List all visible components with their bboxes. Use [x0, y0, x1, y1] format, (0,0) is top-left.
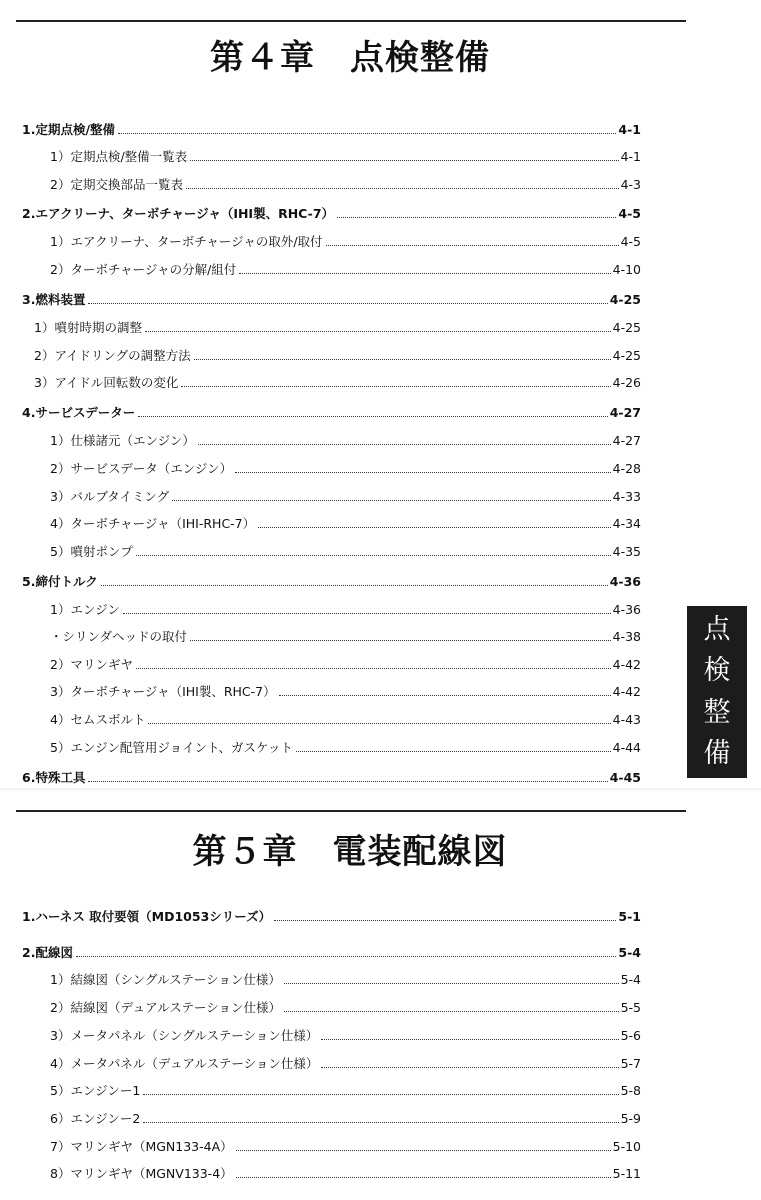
toc-page-number: 4-25 [612, 348, 641, 363]
toc-page-number: 4-34 [612, 516, 641, 531]
toc-page-number: 4-25 [609, 292, 641, 307]
toc-page-number: 4-1 [618, 122, 641, 137]
toc-page-number: 4-33 [612, 489, 641, 504]
toc-page-number: 5-10 [612, 1139, 641, 1154]
toc-section-entry [22, 944, 641, 962]
toc-subsection-entry [50, 971, 641, 989]
toc-entry-label: 2）アイドリングの調整方法 [34, 348, 191, 363]
toc-subsection-entry [50, 1027, 641, 1045]
toc-page-number: 4-26 [612, 375, 641, 390]
toc-subsection-entry [50, 999, 641, 1017]
toc-dot-leader [274, 920, 616, 921]
toc-page-number: 4-44 [612, 740, 641, 755]
toc-entry-label: 6）エンジンー2 [50, 1111, 141, 1126]
toc-dot-leader [236, 1177, 611, 1178]
toc-entry-label: 2）サービスデータ（エンジン） [50, 461, 233, 476]
chapter5-title: 第５章 電装配線図 [192, 832, 508, 872]
toc-page-number: 4-45 [609, 770, 641, 785]
toc-page-number: 5-9 [620, 1111, 641, 1126]
toc-subsection-entry [50, 1110, 641, 1128]
toc-entry-label: 3）ターボチャージャ（IHI製、RHC-7） [50, 684, 276, 699]
toc-entry-label: 1）定期点検/整備一覧表 [50, 149, 188, 164]
toc-entry-label: 1.定期点検/整備 [22, 122, 116, 137]
side-tab-char: 備 [703, 737, 731, 769]
toc-entry-label: 4）メータパネル（デュアルステーション仕様） [50, 1056, 319, 1071]
toc-dot-leader [143, 1094, 618, 1095]
toc-page-number: 4-36 [612, 602, 641, 617]
toc-entry-label: 2）定期交換部品一覧表 [50, 177, 183, 192]
toc-page-number: 5-4 [618, 945, 641, 960]
toc-page-number: 4-1 [620, 149, 641, 164]
toc-page-number: 4-5 [620, 234, 641, 249]
chapter4-title: 第４章 点検整備 [210, 38, 490, 78]
side-tab-char: 点 [703, 614, 731, 646]
toc-entry-label: 5.締付トルク [22, 574, 98, 589]
toc-entry-label: 1）結線図（シングルステーション仕様） [50, 972, 281, 987]
toc-entry-label: 1）エンジン [50, 602, 120, 617]
toc-page-number: 4-42 [612, 684, 641, 699]
toc-entry-label: ・シリンダヘッドの取付 [50, 629, 188, 644]
toc-dot-leader [143, 1122, 618, 1123]
toc-page-number: 4-3 [620, 177, 641, 192]
toc-entry-label: 2.配線図 [22, 945, 73, 960]
toc-page-number: 5-1 [618, 909, 641, 924]
toc-entry-label: 5）エンジン配管用ジョイント、ガスケット [50, 740, 293, 755]
toc-entry-label: 3）バルブタイミング [50, 489, 170, 504]
toc-section-entry [22, 908, 641, 926]
toc-entry-label: 5）噴射ポンプ [50, 544, 133, 559]
toc-entry-label: 4）セムスボルト [50, 712, 146, 727]
side-tab-char: 整 [703, 696, 731, 728]
toc-dot-leader [284, 1011, 619, 1012]
toc-dot-leader [284, 983, 619, 984]
toc-entry-label: 1.ハーネス 取付要領（MD1053シリーズ） [22, 909, 272, 924]
toc-subsection-entry [50, 1055, 641, 1073]
toc-page-number: 4-28 [612, 461, 641, 476]
toc-page-number: 5-6 [620, 1028, 641, 1043]
toc-subsection-entry [50, 1165, 641, 1183]
toc-page-number: 4-5 [618, 206, 641, 221]
toc-entry-label: 2）結線図（デュアルステーション仕様） [50, 1000, 281, 1015]
toc-entry-label: 2）マリンギヤ [50, 657, 133, 672]
toc-page-number: 4-42 [612, 657, 641, 672]
toc-entry-label: 8）マリンギヤ（MGNV133-4） [50, 1166, 233, 1181]
toc-page-number: 4-25 [612, 320, 641, 335]
toc-dot-leader [76, 956, 616, 957]
toc-page-number: 4-35 [612, 544, 641, 559]
toc-page-number: 5-8 [620, 1083, 641, 1098]
toc-entry-label: 2.エアクリーナ、ターボチャージャ（IHI製、RHC-7） [22, 206, 335, 221]
toc-page-number: 4-27 [612, 433, 641, 448]
toc-entry-label: 3.燃料装置 [22, 292, 86, 307]
toc-entry-label: 6.特殊工具 [22, 770, 86, 785]
toc-page-number: 4-36 [609, 574, 641, 589]
toc-entry-label: 7）マリンギヤ（MGN133-4A） [50, 1139, 233, 1154]
toc-dot-leader [321, 1067, 618, 1068]
toc-entry-label: 3）アイドル回転数の変化 [34, 375, 179, 390]
toc-subsection-entry [50, 1138, 641, 1156]
toc-page-number: 4-27 [609, 405, 641, 420]
toc-entry-label: 1）エアクリーナ、ターボチャージャの取外/取付 [50, 234, 323, 249]
toc-subsection-entry [50, 1082, 641, 1100]
toc-page-number: 4-38 [612, 629, 641, 644]
toc-entry-label: 1）仕様諸元（エンジン） [50, 433, 195, 448]
toc-entry-label: 4）ターボチャージャ（IHI-RHC-7） [50, 516, 256, 531]
toc-entry-label: 4.サービスデーター [22, 405, 136, 420]
toc-dot-leader [321, 1039, 618, 1040]
toc-page-number: 5-4 [620, 972, 641, 987]
toc-entry-label: 2）ターボチャージャの分解/組付 [50, 262, 237, 277]
toc-page-number: 5-5 [620, 1000, 641, 1015]
toc-entry-label: 5）エンジンー1 [50, 1083, 141, 1098]
toc-page-number: 4-43 [612, 712, 641, 727]
toc-dot-leader [236, 1150, 611, 1151]
toc-page-number: 5-11 [612, 1166, 641, 1181]
toc-page-number: 4-10 [612, 262, 641, 277]
side-tab-char: 検 [703, 655, 731, 687]
toc-entry-label: 1）噴射時期の調整 [34, 320, 142, 335]
toc-entry-label: 3）メータパネル（シングルステーション仕様） [50, 1028, 319, 1043]
toc-page-number: 5-7 [620, 1056, 641, 1071]
